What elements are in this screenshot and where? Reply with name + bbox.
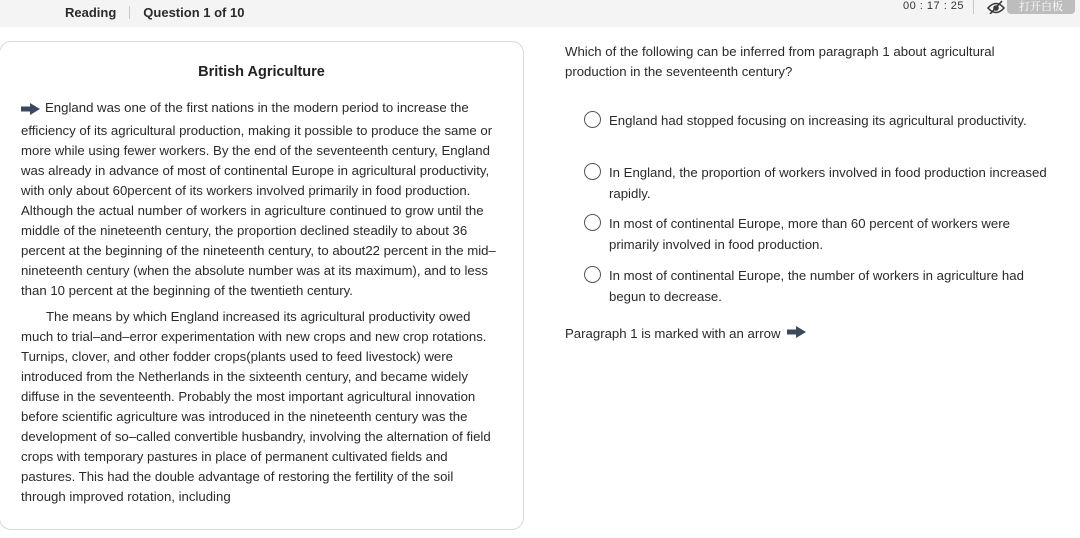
note-text: Paragraph 1 is marked with an arrow: [565, 326, 781, 341]
paragraph-arrow-icon: [21, 101, 40, 121]
paragraph-arrow-icon: [787, 324, 806, 344]
hide-timer-icon[interactable]: [986, 0, 1006, 14]
answer-option-text[interactable]: England had stopped focusing on increasing its agricultural productivity.: [609, 113, 1027, 128]
answer-option[interactable]: [584, 213, 1064, 265]
answer-option-text[interactable]: In England, the proportion of workers involved in food production increased rapidly.: [609, 164, 1047, 201]
answer-option[interactable]: [584, 162, 1064, 214]
radio-button[interactable]: [584, 266, 601, 283]
breadcrumb: [65, 5, 244, 20]
paragraph-1-text: England was one of the first nations in the modern period to increase the efficiency of its agricultural production, making it possible to produce the same or more while using fewer workers. By the end of the seventeenth century, England was already in advance of most of continental Europe in agricultural productivity, with only about 60percent of its workers involved primarily in food production. Although the actual number of workers in agriculture continued to grow until the middle of the nineteenth century, the proportion declined steadily to about 36 percent at the beginning of the nineteenth century, to about22 percent in the mid–nineteenth century (when the absolute number was at its maximum), and to less than 10 percent at the beginning of the twentieth century.: [21, 100, 496, 298]
question-progress: Question 1 of 10: [143, 5, 245, 20]
paragraph-marker-note: [565, 324, 806, 344]
radio-button[interactable]: [584, 214, 601, 231]
question-text: Which of the following can be inferred from paragraph 1 about agricultural production in the seventeenth century?: [565, 44, 995, 79]
top-bar: [0, 0, 1080, 27]
passage-panel[interactable]: [0, 41, 524, 530]
answer-option-text[interactable]: In most of continental Europe, more than 60 percent of workers were primarily involved in food production.: [609, 216, 1010, 252]
paragraph-2: The means by which England increased its agricultural productivity owed much to trial–and–error experimentation with new crops and new crop rotations. Turnips, clover, and other fodder crops(plants used to feed livestock) were introduced from the Netherlands in the sixteenth century, and became widely diffuse in the seventeenth. Probably the most important agricultural innovation before scientific agriculture was introduced in the nineteenth century was the development of so–called convertible husbandry, involving the alternation of field crops with temporary pastures in place of permanent cultivated fields and pastures. This had the double advantage of restoring the fertility of the soil through improved rotation, including: [21, 309, 491, 504]
timer: 00 : 17 : 25: [903, 0, 965, 12]
answer-option[interactable]: [584, 110, 1064, 162]
radio-button[interactable]: [584, 111, 601, 128]
passage-body: [21, 98, 499, 507]
section-label: Reading: [65, 5, 117, 20]
open-whiteboard-button[interactable]: 打开白板: [1007, 0, 1075, 14]
passage-title: British Agriculture: [198, 64, 325, 80]
toolbar-divider: [973, 0, 974, 14]
answer-option-text[interactable]: In most of continental Europe, the number of workers in agriculture had begun to decrease.: [609, 267, 1024, 304]
answer-options: [584, 110, 1064, 316]
radio-button[interactable]: [584, 163, 601, 180]
answer-option[interactable]: [584, 265, 1064, 317]
paragraph-1: [21, 98, 499, 301]
breadcrumb-divider: [129, 6, 130, 19]
